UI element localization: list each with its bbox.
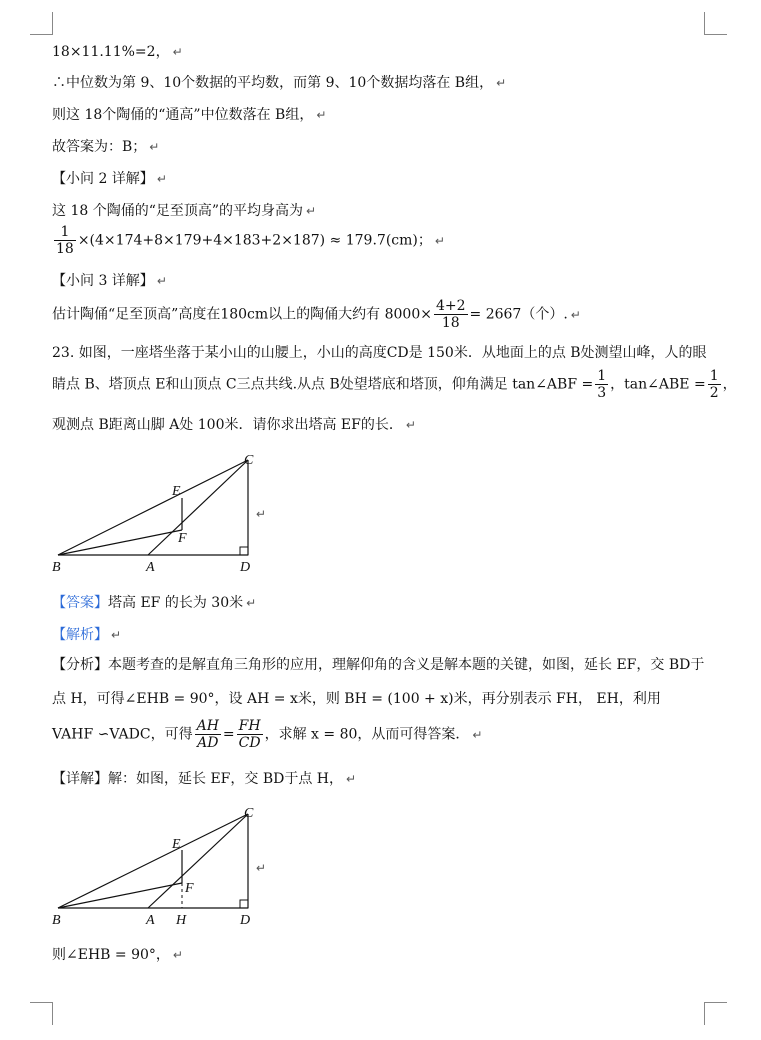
fig1-label-b: B [52, 560, 61, 575]
fraction-one-half: $\frac{1}{2}$ [709, 368, 719, 401]
fig1-label-f: F [178, 531, 187, 546]
answer-line: 【答案】塔高 EF 的长为 30米 ↵ [52, 595, 257, 611]
analysis-tag: 【解析】 [52, 627, 108, 643]
fig2-label-h: H [176, 913, 187, 928]
fig1-pilcrow: ↵ [256, 507, 267, 521]
crop-mark-top-left [30, 12, 53, 35]
line-estimate: 估计陶俑“足至顶高”高度在180cm以上的陶俑大约有 8000× $\frac{4+2}{18}$ = 2667（个）. ↵ [52, 298, 581, 331]
crop-mark-bottom-right [704, 1002, 727, 1025]
line-average-height: 这 18 个陶俑的“足至顶高”的平均身高为 ↵ [52, 203, 317, 219]
line-median-group: 则这 18个陶俑的“通高”中位数落在 B组， ↵ [52, 107, 327, 123]
line-median-position: ∴中位数为第 9、10个数据的平均数，而第 9、10个数据均落在 B组， ↵ [52, 75, 507, 91]
question-23-line3: 观测点 B距离山脚 A处 100米．请你求出塔高 EF的长． ↵ [52, 417, 416, 433]
fraction-one-third: $\frac{1}{3}$ [597, 368, 607, 401]
fig2-label-f: F [185, 881, 194, 896]
fig2-label-b: B [52, 913, 61, 928]
analysis-line3: VAHF ∽VADC，可得 $\frac{AH}{AD}$ = $\frac{FH}{CD}$ ，求解 x = 80，从而可得答案． ↵ [52, 718, 483, 751]
fraction-fh-cd: $\frac{FH}{CD}$ [238, 718, 261, 751]
fig2-pilcrow: ↵ [256, 861, 267, 875]
line-percent-calc: 18×11.11%=2， ↵ [52, 44, 183, 60]
detail-solution-line: 【详解】解：如图，延长 EF，交 BD于点 H， ↵ [52, 771, 357, 787]
analysis-line1: 【分析】本题考查的是解直角三角形的应用，理解仰角的含义是解本题的关键，如图，延长 EF，交 BD于 [52, 657, 705, 673]
fig2-label-d: D [240, 913, 251, 928]
fig2-label-a: A [146, 913, 155, 928]
line-answer-b: 故答案为：B； ↵ [52, 139, 160, 155]
fraction-six-eighteenth: $\frac{4+2}{18}$ [435, 298, 466, 331]
fig2-label-e: E [172, 837, 181, 852]
crop-mark-bottom-left [30, 1002, 53, 1025]
fig1-label-a: A [146, 560, 155, 575]
figure-tower-diagram-2 [48, 800, 338, 935]
fig1-label-d: D [240, 560, 251, 575]
fraction-ah-ad: $\frac{AH}{AD}$ [196, 718, 219, 751]
fig2-label-c: C [244, 806, 254, 821]
fig1-label-e: E [172, 484, 181, 499]
figure-tower-diagram-1 [48, 450, 338, 580]
fig1-label-c: C [244, 453, 254, 468]
line-right-angle: 则∠EHB = 90°， ↵ [52, 947, 183, 963]
answer-tag: 【答案】 [52, 595, 108, 611]
analysis-line2: 点 H，可得∠EHB = 90°，设 AH = x米，则 BH = (100 + x)米，再分别表示 FH， EH，利用 [52, 691, 661, 707]
crop-mark-top-right [704, 12, 727, 35]
question-23-line2: 睛点 B、塔顶点 E和山顶点 C三点共线.从点 B处望塔底和塔顶，仰角满足 tan∠ABF = $\frac{1}{3}$ ，tan∠ABE = $\frac{1}{2}$ ， [52, 368, 737, 401]
heading-q3-detail: 【小问 3 详解】 ↵ [52, 273, 167, 289]
question-23-line1: 23. 如图，一座塔坐落于某小山的山腰上，小山的高度CD是 150米．从地面上的点 B处测望山峰，人的眼 [52, 345, 707, 361]
fraction-one-eighteenth: $\frac{1}{18}$ [56, 224, 74, 257]
formula-average: $\frac{1}{18}$ ×(4×174+8×179+4×183+2×187) ≈ 179.7(cm)； ↵ [56, 224, 445, 257]
analysis-tag-line: 【解析】 ↵ [52, 627, 122, 643]
heading-q2-detail: 【小问 2 详解】 ↵ [52, 171, 167, 187]
